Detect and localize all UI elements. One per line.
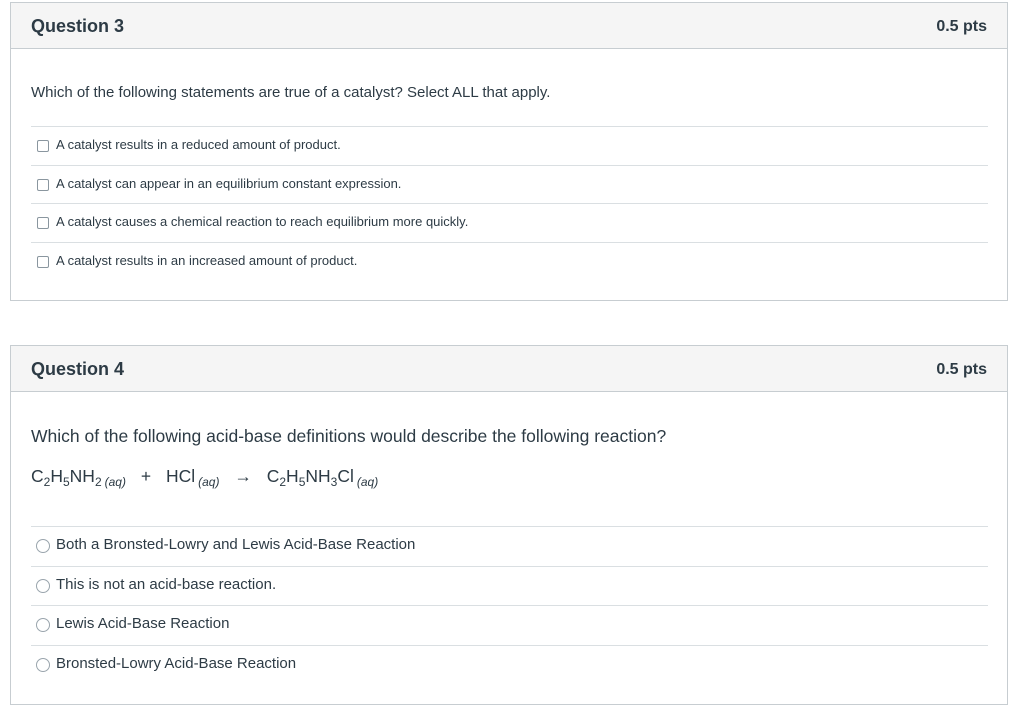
answer-label[interactable]: A catalyst can appear in an equilibrium constant expression. bbox=[56, 175, 402, 191]
answer-option[interactable] bbox=[31, 645, 988, 685]
question-header bbox=[11, 3, 1007, 49]
reaction-equation bbox=[31, 466, 378, 489]
question-title: Question 4 bbox=[31, 359, 125, 379]
reactant-hcl: HCl $_{(aq)}$ bbox=[165, 466, 220, 489]
product: $C_2H_5NH_3Cl$ $_{(aq)}$ bbox=[266, 466, 379, 489]
arrow-icon: → bbox=[234, 466, 252, 486]
radio-button[interactable] bbox=[36, 658, 50, 672]
answer-option[interactable] bbox=[31, 165, 988, 204]
question-title: Question 3 bbox=[31, 16, 125, 36]
question-3-card bbox=[10, 2, 1008, 301]
answer-label[interactable]: A catalyst causes a chemical reaction to reach equilibrium more quickly. bbox=[56, 214, 469, 229]
answer-list bbox=[31, 126, 988, 280]
question-text: Which of the following statements are true of a catalyst? Select ALL that apply. bbox=[31, 84, 551, 101]
reactant-ethylamine: $C_2H_5NH_2$ $_{(aq)}$ bbox=[31, 466, 126, 489]
answer-option[interactable] bbox=[31, 605, 988, 645]
checkbox[interactable] bbox=[37, 256, 49, 268]
checkbox[interactable] bbox=[37, 140, 49, 152]
radio-button[interactable] bbox=[36, 579, 50, 593]
question-points: 0.5 pts bbox=[936, 361, 987, 378]
radio-button[interactable] bbox=[36, 618, 50, 632]
answer-option[interactable] bbox=[31, 203, 988, 242]
question-header bbox=[11, 346, 1007, 392]
answer-label[interactable]: This is not an acid-base reaction. bbox=[56, 575, 277, 593]
answer-option[interactable] bbox=[31, 526, 988, 566]
radio-button[interactable] bbox=[36, 539, 50, 553]
plus-sign: + bbox=[140, 466, 152, 486]
answer-option[interactable] bbox=[31, 242, 988, 281]
answer-label[interactable]: A catalyst results in an increased amount of product. bbox=[56, 252, 358, 268]
answer-label[interactable]: Lewis Acid-Base Reaction bbox=[56, 615, 230, 633]
answer-label[interactable]: A catalyst results in a reduced amount of product. bbox=[56, 137, 341, 152]
question-text: Which of the following acid-base definitions would describe the following reaction? bbox=[31, 426, 667, 446]
checkbox[interactable] bbox=[37, 179, 49, 191]
answer-list bbox=[31, 526, 988, 685]
question-points: 0.5 pts bbox=[936, 18, 987, 35]
question-4-card bbox=[10, 345, 1008, 705]
answer-option[interactable] bbox=[31, 126, 988, 165]
answer-label[interactable]: Bronsted-Lowry Acid-Base Reaction bbox=[56, 655, 297, 673]
answer-label[interactable]: Both a Bronsted-Lowry and Lewis Acid-Base Reaction bbox=[56, 536, 416, 553]
checkbox[interactable] bbox=[37, 217, 49, 229]
answer-option[interactable] bbox=[31, 566, 988, 606]
